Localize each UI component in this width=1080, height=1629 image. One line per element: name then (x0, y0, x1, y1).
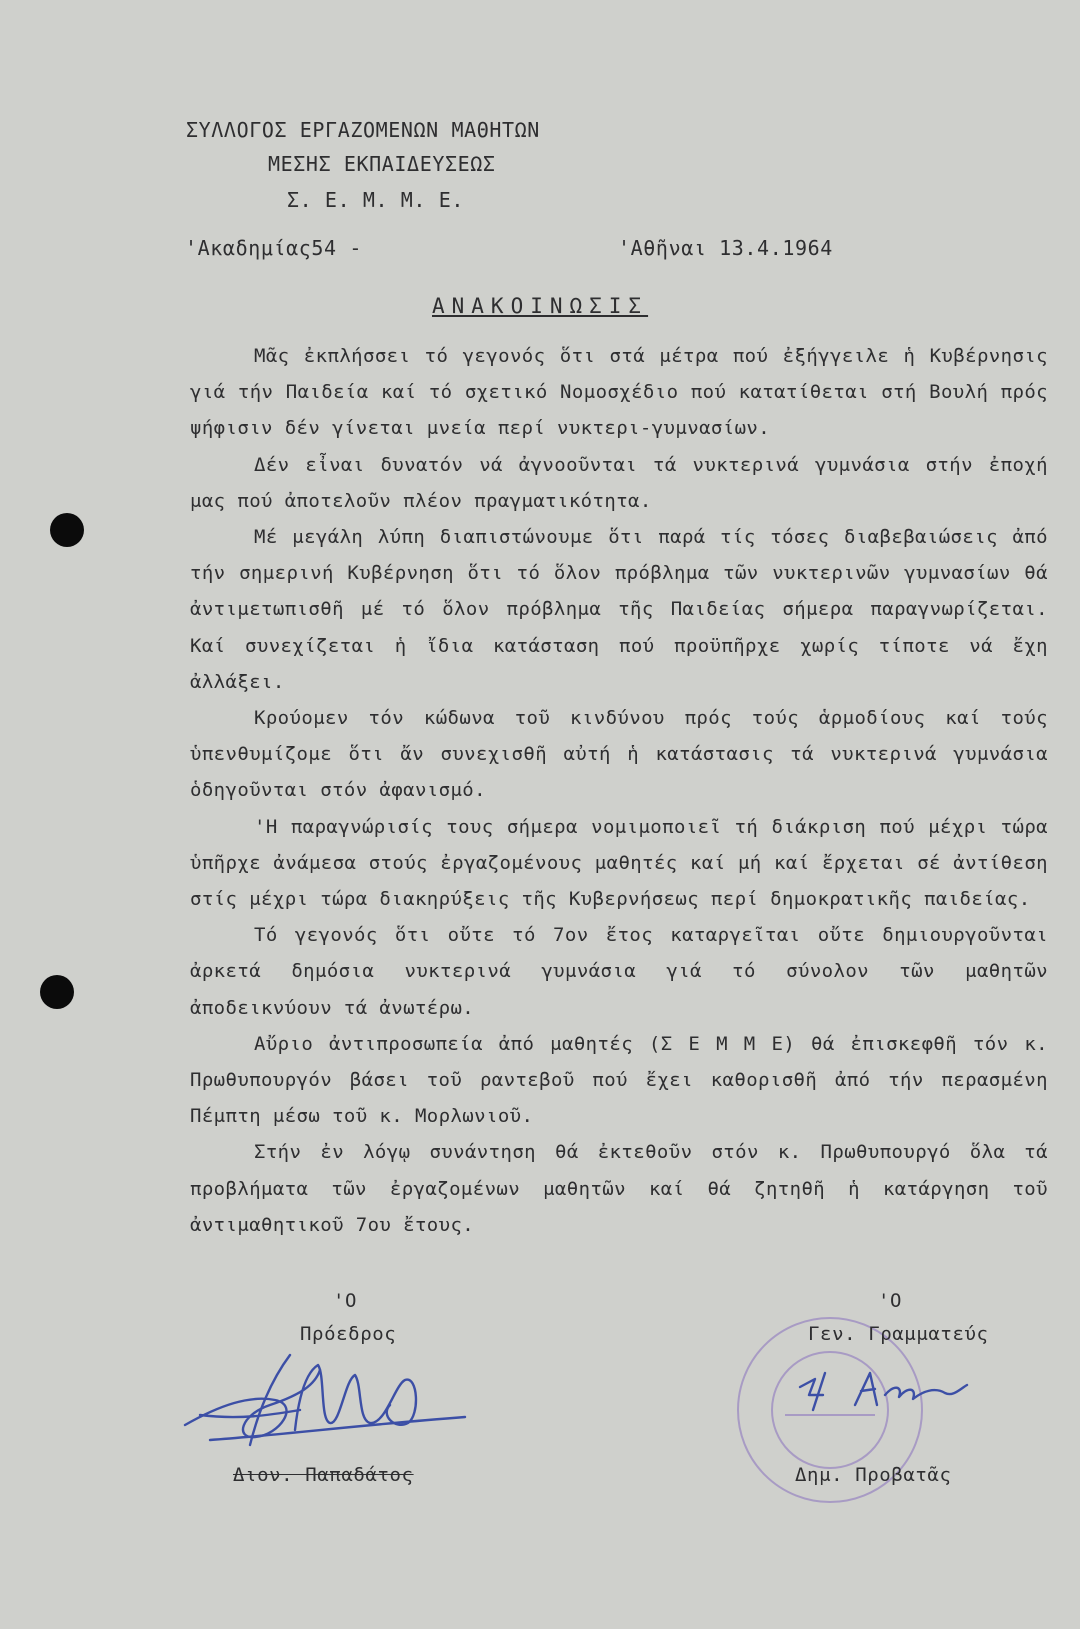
org-abbreviation: Σ. Ε. Μ. Μ. Ε. (287, 188, 464, 212)
punch-hole (40, 975, 74, 1009)
punch-hole (50, 513, 84, 547)
address: 'Ακαδημίας54 - (185, 236, 362, 260)
right-signatory-role: Γεν. Γραμματεύς (808, 1323, 989, 1345)
paragraph: 'Η παραγνώρισίς τους σήμερα νομιμοποιεῖ τή διάκριση πού μέχρι τώρα ὑπῆρχε ἀνάμεσα στούς ἐργαζομένους μαθητές καί μή καί ἔρχεται σέ ἀντίθεση στίς μέχρι τώρα διακηρύξεις τῆς Κυβερνήσεως περί δημοκρατικῆς παιδείας. (190, 815, 1048, 911)
paragraph: Μέ μεγάλη λύπη διαπιστώνουμε ὅτι παρά τίς τόσες διαβεβαιώσεις ἀπό τήν σημερινή Κυβέρνηση ὅτι τό ὅλον πρόβλημα τῶν νυκτερινῶν γυμνασίων θά ἀντιμετωπισθῆ μέ τό ὅλον πρόβλημα τῆς Παιδείας σήμερα παραγνωρίζεται. Καί συνεχίζεται ἡ ἴδια κατάσταση πού προϋπῆρχε χωρίς τίποτε νά ἔχη ἀλλάξει. (190, 526, 1048, 693)
document-title: ΑΝΑΚΟΙΝΩΣΙΣ (432, 294, 649, 318)
date: 'Αθῆναι 13.4.1964 (618, 236, 833, 260)
paragraph: Κρούομεν τόν κώδωνα τοῦ κινδύνου πρός τούς ἁρμοδίους καί τούς ὑπενθυμίζομε ὅτι ἄν συνεχισθῆ αὐτή ἡ κατάστασις τά νυκτερινά γυμνάσια ὁδηγοῦνται στόν ἀφανισμό. (190, 707, 1048, 802)
left-signatory-role: Πρόεδρος (300, 1323, 397, 1345)
right-signatory-article: 'Ο (878, 1290, 903, 1312)
president-signature (180, 1345, 470, 1465)
left-signatory-name: Διον. Παπαδάτος (233, 1464, 414, 1486)
right-signatory-name: Δημ. Προβατᾶς (795, 1464, 952, 1486)
paragraph: Μᾶς ἐκπλήσσει τό γεγονός ὅτι στά μέτρα πού ἐξήγγειλε ἡ Κυβέρνησις γιά τήν Παιδεία καί τό σχετικό Νομοσχέδιο πού κατατίθεται στή Βουλή πρός ψήφισιν δέν γίνεται μνεία περί νυκτερι-γυμνασίων. (190, 345, 1048, 440)
secretary-signature (795, 1365, 985, 1425)
org-name-line2: ΜΕΣΗΣ ΕΚΠΑΙΔΕΥΣΕΩΣ (268, 152, 496, 176)
paragraph: Τό γεγονός ὅτι οὔτε τό 7ον ἔτος καταργεῖται οὔτε δημιουργοῦνται ἀρκετά δημόσια νυκτερινά γυμνάσια γιά τό σύνολον τῶν μαθητῶν ἀποδεικνύουν τά ἀνωτέρω. (190, 924, 1048, 1019)
left-signatory-article: 'Ο (333, 1290, 358, 1312)
paragraph: Στήν ἐν λόγῳ συνάντηση θά ἐκτεθοῦν στόν κ. Πρωθυπουργό ὅλα τά προβλήματα τῶν ἐργαζομένων μαθητῶν καί θά ζητηθῆ ἡ κατάργηση τοῦ ἀντιμαθητικοῦ 7ου ἔτους. (190, 1141, 1048, 1236)
org-name-line1: ΣΥΛΛΟΓΟΣ ΕΡΓΑΖΟΜΕΝΩΝ ΜΑΘΗΤΩΝ (186, 118, 540, 142)
paragraph: Αὔριο ἀντιπροσωπεία ἀπό μαθητές (Σ Ε Μ Μ Ε) θά ἐπισκεφθῆ τόν κ. Πρωθυπουργόν βάσει τοῦ ραντεβοῦ πού ἔχει καθορισθῆ ἀπό τήν περασμένη Πέμπτη μέσω τοῦ κ. Μορλωνιοῦ. (190, 1032, 1048, 1128)
document-body (190, 338, 1048, 1243)
paragraph: Δέν εἶναι δυνατόν νά ἀγνοοῦνται τά νυκτερινά γυμνάσια στήν ἐποχή μας πού ἀποτελοῦν πλέον πραγματικότητα. (190, 453, 1048, 512)
